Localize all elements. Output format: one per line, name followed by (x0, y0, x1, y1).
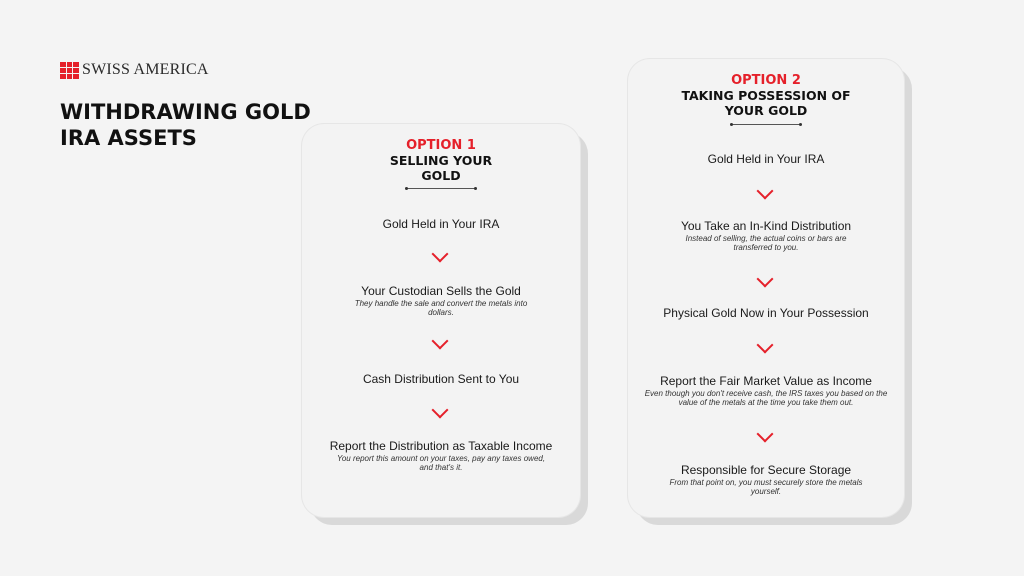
divider (731, 124, 801, 125)
step-note: Even though you don't receive cash, the IRS taxes you based on the value of the metals at the time you take them out. (644, 389, 888, 407)
brand-logo (60, 61, 209, 79)
chevron-down-icon (432, 333, 449, 350)
step-title: Physical Gold Now in Your Possession (663, 306, 869, 320)
option-1-card (302, 124, 580, 517)
step-note: Instead of selling, the actual coins or bars are transferred to you. (685, 234, 847, 252)
step-title: Gold Held in Your IRA (707, 152, 825, 166)
step-title: Cash Distribution Sent to You (362, 372, 520, 386)
chevron-down-icon (757, 337, 774, 354)
option-2-title: TAKING POSSESSION OF YOUR GOLD (681, 88, 851, 118)
step-title: Responsible for Secure Storage (680, 463, 852, 477)
chevron-down-icon (432, 246, 449, 263)
option-1-label: OPTION 1 (406, 138, 476, 153)
brand-name: SWISS AMERICA (82, 61, 209, 78)
page-title: WITHDRAWING GOLD IRA ASSETS (60, 100, 311, 150)
flow-step (628, 220, 904, 252)
flow-step (302, 373, 580, 386)
step-title: Report the Fair Market Value as Income (660, 374, 872, 388)
step-title: You Take an In-Kind Distribution (680, 219, 852, 233)
flow-step (302, 440, 580, 472)
flow-step (628, 375, 904, 407)
flow-step (302, 285, 580, 317)
flow-step (628, 153, 904, 166)
flow-step (302, 218, 580, 231)
step-title: Gold Held in Your IRA (382, 217, 500, 231)
logo-grid-icon (60, 62, 79, 79)
step-note: They handle the sale and convert the metals into dollars. (354, 299, 528, 317)
flow-step (628, 464, 904, 496)
option-2-card (628, 59, 904, 517)
option-2-label: OPTION 2 (731, 73, 801, 88)
step-note: You report this amount on your taxes, pay any taxes owed, and that's it. (336, 454, 546, 472)
step-title: Your Custodian Sells the Gold (361, 284, 521, 298)
chevron-down-icon (757, 426, 774, 443)
step-title: Report the Distribution as Taxable Income (329, 439, 553, 453)
option-1-title: SELLING YOUR GOLD (389, 153, 493, 183)
flow-step (628, 307, 904, 320)
chevron-down-icon (757, 271, 774, 288)
step-note: From that point on, you must securely store the metals yourself. (669, 478, 863, 496)
chevron-down-icon (432, 402, 449, 419)
divider (406, 188, 476, 189)
chevron-down-icon (757, 183, 774, 200)
